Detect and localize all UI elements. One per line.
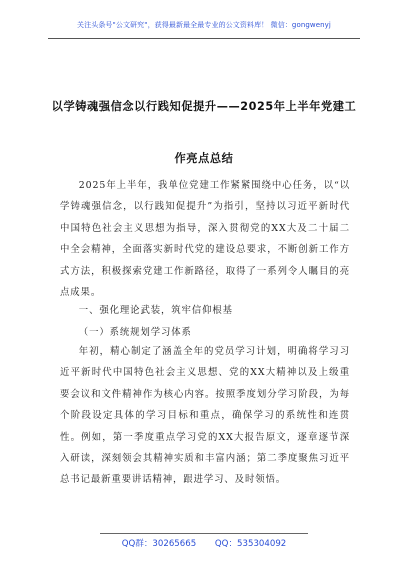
footer-qq-group: QQ群：30265665 (121, 539, 197, 549)
header-divider (48, 38, 360, 39)
footer-qq: QQ：535304092 (214, 539, 287, 549)
document-title-line-1: 以学铸魂强信念以行践知促提升——2025年上半年党建工 (51, 100, 357, 113)
section-heading-1: 一、强化理论武装，筑牢信仰根基 (78, 305, 233, 316)
document-title-line-2: 作亮点总结 (174, 152, 234, 165)
intro-paragraph: 2025年上半年，我单位党建工作紧紧围绕中心任务，以“以学铸魂强信念，以行践知促提升”为指引，坚持以习近平新时代中国特色社会主义思想为指导，深入贯彻党的XX大及二十届二中全会精神，全面落实新时代党的建设总要求，不断创新工作方式方法，积极探索党建工作新路径，取得了一系列令人瞩目的亮点成果。 (60, 180, 350, 299)
header-banner: 关注头条号"公文研究"，获得最新最全最专业的公文资料库！ 微信：gongwenyj (77, 21, 331, 29)
body-paragraph-2: 年初，精心制定了涵盖全年的党员学习计划，明确将学习习近平新时代中国特色社会主义思想、党的XX大精神以及上级重要会议和文件精神作为核心内容。按照季度划分学习阶段，为每个阶段设定具体的学习目标和重点，确保学习的系统性和连贯性。例如，第一季度重点学习党的XX大报告原文，逐章逐节深入研读，深刻领会其精神实质和丰富内涵；第二季度聚焦习近平总书记最新重要讲话精神，跟进学习、及时领悟。 (60, 346, 350, 486)
footer-divider (100, 533, 308, 534)
footer-contact (0, 537, 408, 549)
subsection-heading-1: （一）系统规划学习体系 (78, 327, 192, 338)
